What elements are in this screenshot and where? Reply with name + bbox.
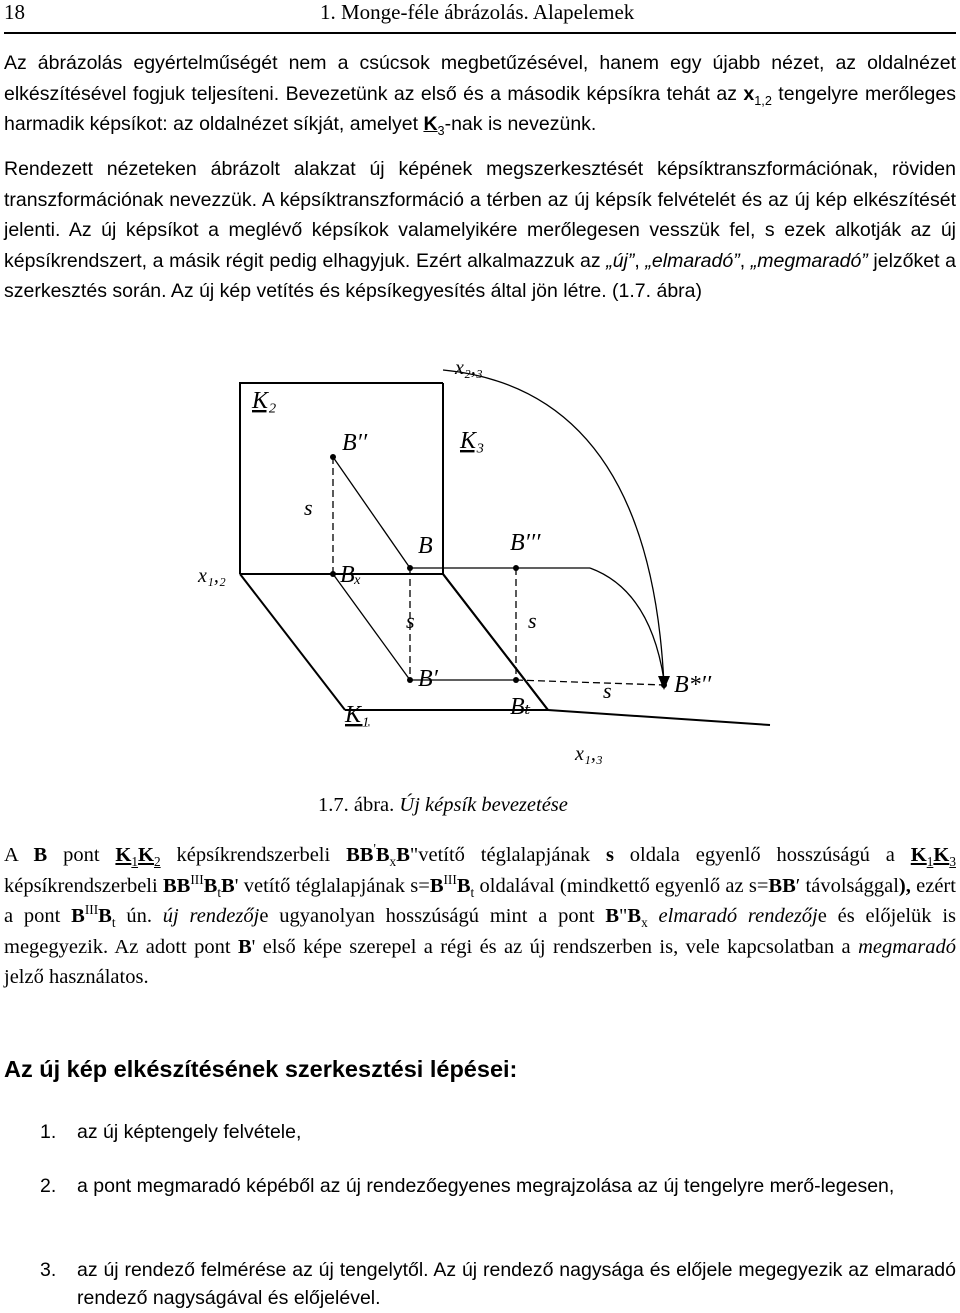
text-run: ún. — [115, 905, 163, 927]
page-header — [4, 0, 956, 28]
text-run: e ugyanolyan hosszúságú mint a pont — [259, 905, 606, 927]
quoted-term: „új” — [606, 249, 635, 272]
label-x12: x₁,₂ — [198, 565, 226, 587]
symbol: BB — [346, 844, 374, 866]
text-run: , — [739, 249, 751, 272]
italic-term: megmaradó — [858, 935, 956, 958]
step-text: az új képtengely felvétele, — [77, 1121, 302, 1143]
text-run: jelzőket a szerkesztés során. Az új kép vetítés és képsíkegyesítés által jön létre. (1.7. ábra) — [4, 249, 957, 302]
step-number: 1. — [40, 1121, 57, 1143]
symbol: B — [456, 874, 471, 897]
construction-diagram — [180, 350, 800, 780]
figure-1-7 — [180, 350, 800, 780]
text-run: ′ távolsággal — [795, 874, 899, 897]
text-run: oldala egyenlő hosszúságú a — [613, 844, 911, 866]
plane-symbol: K — [423, 113, 438, 135]
superscript: III — [84, 902, 99, 918]
text-run: jelző használatos. — [4, 966, 149, 988]
explanation-paragraph — [4, 840, 956, 993]
text-run: képsíkrendszerbeli — [160, 844, 347, 866]
label-b-double: B′′ — [342, 430, 368, 456]
text-run: Az ábrázolás egyértelműségét nem a csúcsok megbetűzésével, hanem egy újabb nézet, az oldalnézet elkészítésével fogjuk teljesíteni. Bevezetünk az első és a második képsíkra tehát az — [4, 52, 956, 105]
text-run: , — [634, 249, 646, 272]
subscript: 3 — [949, 854, 956, 870]
label-s-mid-left: s — [406, 608, 415, 633]
rotation-arc — [443, 370, 664, 685]
label-s-top: s — [304, 495, 313, 520]
subscript: x — [641, 915, 648, 931]
label-x23: x₂,₃ — [455, 357, 483, 379]
symbol: B — [98, 905, 112, 927]
subscript: 1 — [926, 854, 934, 870]
label-x13: x₁,₃ — [575, 743, 603, 765]
section-heading: Az új kép elkészítésének szerkesztési lépései: — [4, 1056, 518, 1082]
label-k3: K₃ — [460, 428, 485, 454]
point-bx — [330, 571, 336, 577]
superscript: III — [190, 871, 204, 887]
point-b-triple — [513, 565, 519, 571]
text-run: tengelyre merőleges harmadik képsíkot: az oldalnézet síkját, amelyet — [4, 82, 956, 135]
label-b-prime: B′ — [418, 666, 438, 692]
caption-number: 1.7. ábra. — [318, 794, 395, 816]
symbol: B — [396, 844, 410, 866]
b-double-to-b-line — [333, 457, 410, 568]
label-s-mid-right: s — [528, 608, 537, 633]
running-title: 1. Monge-féle ábrázolás. Alapelemek — [320, 0, 635, 24]
symbol: B — [71, 905, 85, 927]
axis-x13-line — [548, 710, 770, 725]
symbol: B — [605, 905, 620, 927]
subscript: 2 — [153, 854, 161, 870]
label-b-star: B*′′ — [674, 672, 712, 698]
italic-term: elmaradó rendezőj — [658, 905, 818, 927]
bt-to-bstar-line — [516, 680, 664, 685]
list-item — [4, 1172, 956, 1200]
label-k1: K₁ — [345, 702, 370, 728]
text-run: ' vetítő téglalapjának s= — [234, 874, 430, 897]
text-run: képsíkrendszerbeli — [4, 874, 163, 897]
text-run: " — [619, 905, 628, 927]
axis-symbol: x — [743, 82, 755, 105]
text-run: ezért a pont — [4, 874, 956, 927]
rotation-arc-small — [590, 568, 664, 680]
text-run: oldalával (mindkettő egyenlő az s= — [474, 874, 769, 897]
superscript: III — [443, 871, 457, 887]
caption-title: Új képsík bevezetése — [394, 794, 568, 816]
plane-k1-left-edge — [240, 574, 345, 710]
step-number: 2. — [40, 1175, 57, 1197]
subscript: t — [217, 884, 222, 900]
label-b-triple: B′′′ — [510, 530, 541, 556]
plane-subscript: 3 — [437, 123, 445, 138]
page-number: 18 — [4, 0, 25, 24]
step-text: az új rendező felmérése az új tengelytől. Az új rendező nagysága és előjele megegyezik az elmaradó rendező nagyságával és előjelével. — [77, 1259, 956, 1309]
label-b: B — [418, 533, 433, 559]
superscript: ' — [373, 841, 376, 857]
symbol: BB — [162, 874, 191, 897]
label-bt: Bₜ — [510, 694, 531, 720]
intro-paragraph-1 — [4, 48, 956, 140]
subscript: t — [111, 915, 116, 931]
subscript: x — [389, 854, 397, 870]
label-s-bottom: s — [603, 678, 612, 703]
intro-paragraph-2 — [4, 154, 956, 307]
figure-caption — [318, 794, 568, 817]
label-k2: K₂ — [252, 388, 277, 414]
subscript: 1 — [131, 854, 139, 870]
italic-term: új rendezőj — [162, 905, 260, 927]
point-b-star — [661, 682, 667, 688]
point-bt — [513, 677, 519, 683]
label-bx: Bₓ — [340, 562, 362, 588]
symbol: B — [237, 935, 252, 958]
text-run: ' első képe szerepel a régi és az új rendszerben is, vele kapcsolatban a — [251, 935, 859, 958]
quoted-term: „elmaradó” — [645, 249, 740, 272]
text-run: pont — [47, 844, 116, 866]
text-run: A — [4, 844, 34, 866]
list-item — [4, 1256, 956, 1312]
symbol: B — [221, 874, 235, 897]
symbol: B — [33, 844, 48, 866]
point-b — [407, 565, 413, 571]
axis-subscript: 1,2 — [754, 93, 772, 108]
header-rule — [4, 32, 956, 34]
symbol: B — [375, 844, 390, 866]
symbol: B — [203, 874, 218, 897]
quoted-term: „megmaradó” — [750, 249, 868, 272]
symbol: K — [138, 844, 154, 866]
bx-to-b-prime-line — [333, 574, 410, 680]
point-b-double — [330, 454, 336, 460]
text-run: e és előjelük is megegyezik. Az adott pont — [4, 905, 957, 958]
point-b-prime — [407, 677, 413, 683]
symbol: K — [910, 844, 927, 866]
symbol: B — [627, 905, 642, 927]
list-item — [4, 1118, 956, 1146]
symbol: s — [605, 844, 614, 866]
step-text: a pont megmaradó képéből az új rendezőegyenes megrajzolása az új tengelyre merő-legesen, — [77, 1175, 895, 1197]
symbol: B — [429, 874, 444, 897]
text-run: ), — [898, 874, 911, 897]
text-run: Rendezett nézeteken ábrázolt alakzat új képének megszerkesztését képsíktranszformációnak, röviden transzformációnak nevezzük. A képsíktranszformáció a térben az új képsík felvételét és az új kép elkészítését jelenti. Az új képsíkot a meglévő képsíkok valamelyikére merőlegesen vesszük fel, s ezek alkotják az új képsíkrendszert, a másik régit pedig elhagyjuk. Ezért alkalmazzuk az — [4, 158, 956, 272]
text-run: "vetítő téglalapjának — [409, 844, 606, 866]
text-run: -nak is nevezünk. — [444, 113, 597, 135]
symbol: BB — [768, 874, 796, 897]
step-number: 3. — [40, 1259, 57, 1281]
subscript: t — [470, 884, 475, 900]
symbol: K — [933, 844, 950, 866]
symbol: K — [115, 844, 132, 866]
